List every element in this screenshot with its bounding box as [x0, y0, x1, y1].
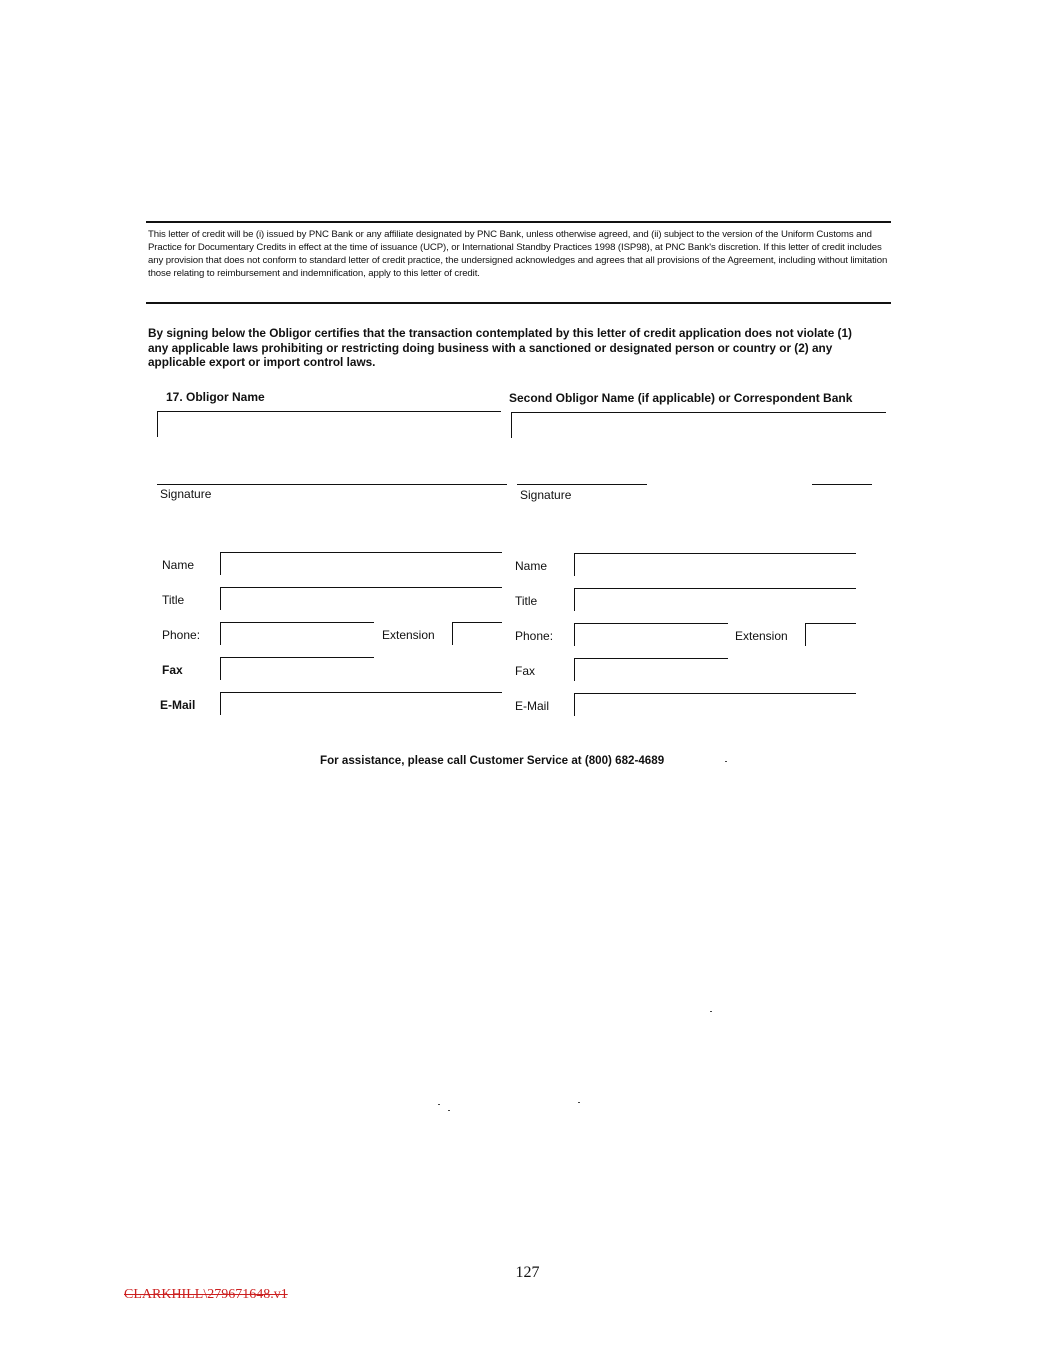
obligor-fax-field[interactable] — [220, 657, 374, 680]
obligor-name-header: 17. Obligor Name — [166, 390, 265, 404]
obligor-phone-label: Phone: — [162, 628, 201, 642]
obligor-contact-name-field[interactable] — [220, 552, 502, 575]
obligor-title-field[interactable] — [220, 587, 502, 610]
obligor-name-label: Name — [162, 558, 195, 572]
scan-speck — [438, 1104, 440, 1105]
obligor-extension-label: Extension — [382, 628, 435, 642]
scan-speck — [725, 761, 727, 762]
second-obligor-name-field[interactable] — [511, 412, 886, 438]
obligor-signature-label: Signature — [160, 487, 212, 501]
second-obligor-email-field[interactable] — [574, 693, 856, 716]
second-obligor-signature-label: Signature — [520, 488, 572, 502]
scan-speck — [578, 1102, 580, 1103]
obligor-phone-field[interactable] — [220, 622, 374, 645]
obligor-name-field[interactable] — [157, 411, 501, 437]
second-obligor-title-label: Title — [515, 594, 538, 608]
second-obligor-fax-field[interactable] — [574, 658, 728, 681]
second-obligor-signature-line-end — [812, 484, 872, 485]
obligor-extension-field[interactable] — [452, 622, 502, 645]
disclaimer-text: This letter of credit will be (i) issued by PNC Bank or any affiliate designated by PNC Bank, unless otherwise agreed, and (ii) subject to the version of the Uniform Customs and Practice for Documentary Credits in effect at the time of issuance (UCP), or International Standby Practices 1998 (ISP98), at PNC Bank's discretion. If this letter of credit includes any provision that does not conform to standard letter of credit practice, the undersigned acknowledges and agrees that all provisions of the Agreement, including without limitation those relating to reimbursement and indemnification, apply to this letter of credit. — [148, 229, 888, 279]
obligor-email-field[interactable] — [220, 692, 502, 715]
scan-speck — [710, 1011, 712, 1012]
disclaimer-bottom-rule — [146, 302, 891, 304]
second-obligor-phone-label: Phone: — [515, 629, 554, 643]
certification-text: By signing below the Obligor certifies that the transaction contemplated by this letter of credit application does not violate (1) any applicable laws prohibiting or restricting doing business with a sanctioned or designated person or country or (2) any applicable export or import control laws. — [148, 326, 852, 369]
second-obligor-signature-line[interactable] — [517, 484, 647, 485]
obligor-fax-label: Fax — [162, 663, 183, 677]
second-obligor-phone-field[interactable] — [574, 623, 728, 646]
page-number: 127 — [515, 1264, 540, 1281]
second-obligor-header: Second Obligor Name (if applicable) or Correspondent Bank — [509, 391, 853, 405]
second-obligor-email-label: E-Mail — [515, 699, 550, 713]
second-obligor-title-field[interactable] — [574, 588, 856, 611]
second-obligor-contact-name-field[interactable] — [574, 553, 856, 576]
second-obligor-extension-label: Extension — [735, 629, 788, 643]
assistance-line: For assistance, please call Customer Service at (800) 682-4689 — [320, 754, 665, 767]
disclaimer-top-rule — [146, 221, 891, 223]
obligor-email-label: E-Mail — [160, 698, 196, 712]
obligor-signature-line[interactable] — [157, 484, 507, 485]
scan-speck — [448, 1110, 450, 1111]
obligor-title-label: Title — [162, 593, 185, 607]
second-obligor-name-label: Name — [515, 559, 548, 573]
second-obligor-extension-field[interactable] — [805, 623, 856, 646]
document-id: CLARKHILL\279671648.v1 — [124, 1287, 288, 1302]
second-obligor-fax-label: Fax — [515, 664, 536, 678]
